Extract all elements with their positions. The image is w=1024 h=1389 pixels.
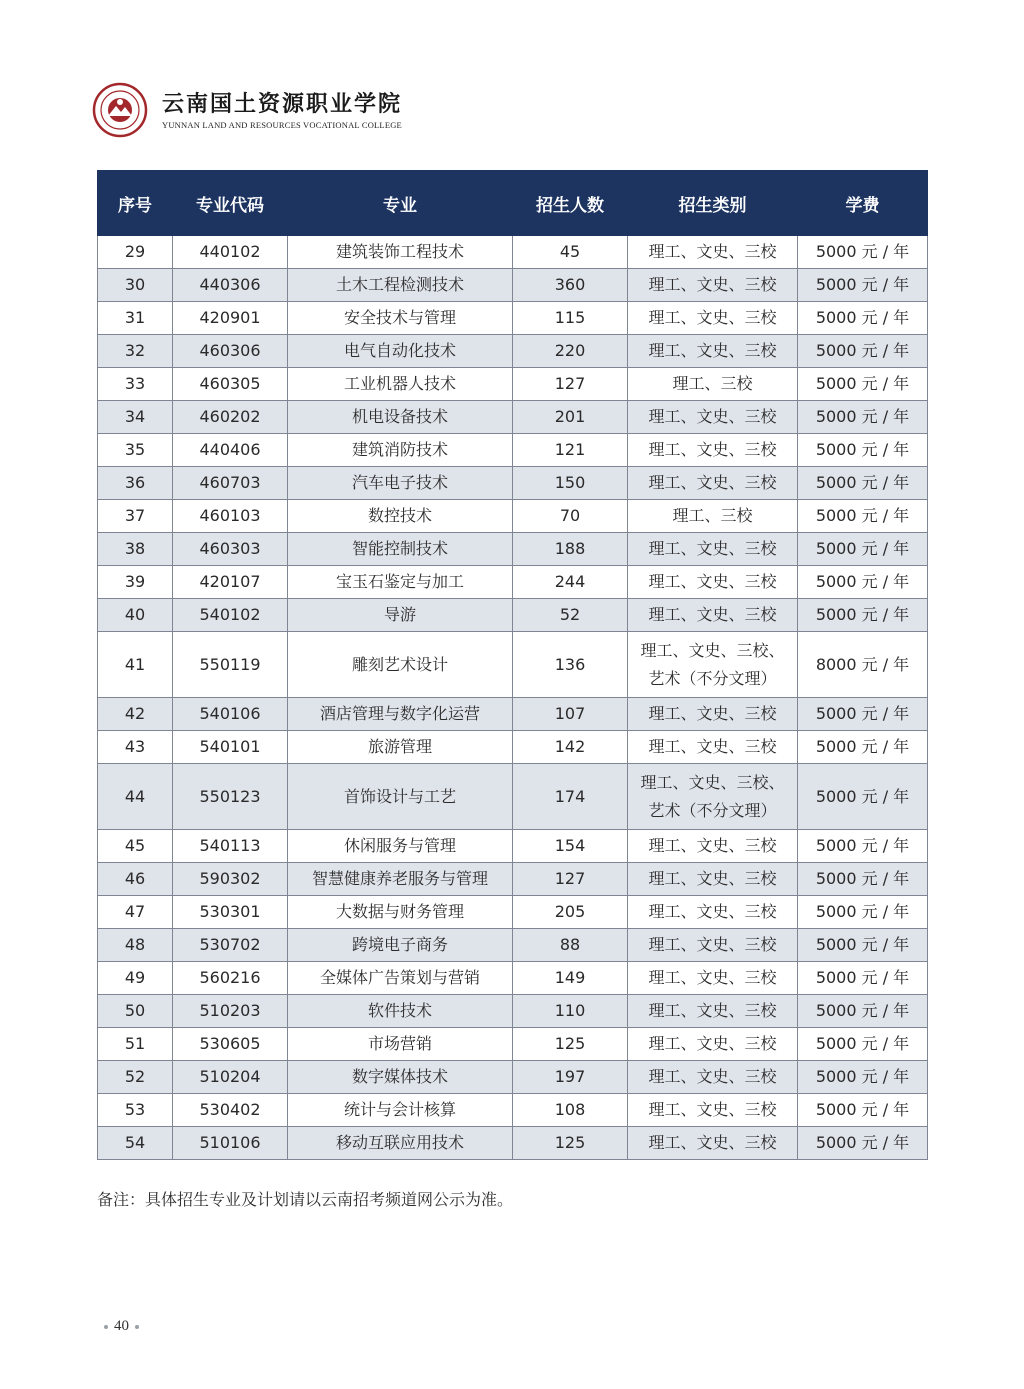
- table-row: [98, 830, 928, 863]
- cell-code: 510106: [173, 1127, 288, 1160]
- cell-major: 休闲服务与管理: [288, 830, 513, 863]
- table-row: [98, 1127, 928, 1160]
- cell-category: 理工、文史、三校: [628, 896, 798, 929]
- school-name-cn: 云南国土资源职业学院: [162, 90, 403, 117]
- cell-fee: 5000 元 / 年: [798, 236, 928, 269]
- cell-major: 智慧健康养老服务与管理: [288, 863, 513, 896]
- cell-code: 440102: [173, 236, 288, 269]
- table-row: [98, 698, 928, 731]
- table-row: [98, 434, 928, 467]
- cell-category: 理工、文史、三校: [628, 731, 798, 764]
- cell-category: 理工、文史、三校: [628, 1094, 798, 1127]
- cell-category: 理工、文史、三校: [628, 599, 798, 632]
- cell-count: 188: [513, 533, 628, 566]
- cell-no: 37: [98, 500, 173, 533]
- majors-table: [97, 170, 928, 1160]
- cell-category: 理工、文史、三校: [628, 302, 798, 335]
- cell-count: 110: [513, 995, 628, 1028]
- table-row: [98, 764, 928, 830]
- cell-category: [628, 764, 798, 830]
- table-row: [98, 401, 928, 434]
- cell-code: 530402: [173, 1094, 288, 1127]
- table-row: [98, 566, 928, 599]
- cell-fee: 5000 元 / 年: [798, 962, 928, 995]
- table-row: [98, 1061, 928, 1094]
- cell-category: 理工、文史、三校: [628, 236, 798, 269]
- table-row: [98, 1094, 928, 1127]
- cell-count: 127: [513, 863, 628, 896]
- cell-fee: 5000 元 / 年: [798, 599, 928, 632]
- cell-code: 530702: [173, 929, 288, 962]
- table-row: [98, 269, 928, 302]
- cell-fee: 5000 元 / 年: [798, 764, 928, 830]
- cell-fee: 5000 元 / 年: [798, 335, 928, 368]
- table-row: [98, 236, 928, 269]
- cell-count: 107: [513, 698, 628, 731]
- bullet-dot-icon: [104, 1325, 108, 1329]
- cell-fee: 5000 元 / 年: [798, 698, 928, 731]
- cell-no: 52: [98, 1061, 173, 1094]
- cell-major: 建筑消防技术: [288, 434, 513, 467]
- cell-code: 460303: [173, 533, 288, 566]
- cell-fee: 5000 元 / 年: [798, 1127, 928, 1160]
- category-line: 艺术（不分文理）: [648, 800, 777, 820]
- cell-category: 理工、文史、三校: [628, 995, 798, 1028]
- cell-category: 理工、文史、三校: [628, 434, 798, 467]
- cell-count: 154: [513, 830, 628, 863]
- cell-code: 440306: [173, 269, 288, 302]
- cell-no: 49: [98, 962, 173, 995]
- cell-category: 理工、文史、三校: [628, 830, 798, 863]
- cell-major: 统计与会计核算: [288, 1094, 513, 1127]
- table-row: [98, 929, 928, 962]
- category-line: 理工、文史、三校、: [640, 772, 785, 792]
- cell-major: 宝玉石鉴定与加工: [288, 566, 513, 599]
- cell-code: 440406: [173, 434, 288, 467]
- table-row: [98, 731, 928, 764]
- cell-fee: 5000 元 / 年: [798, 896, 928, 929]
- cell-major: 大数据与财务管理: [288, 896, 513, 929]
- cell-no: 42: [98, 698, 173, 731]
- cell-fee: 5000 元 / 年: [798, 1028, 928, 1061]
- table-row: [98, 863, 928, 896]
- cell-fee: 5000 元 / 年: [798, 863, 928, 896]
- cell-major: 跨境电子商务: [288, 929, 513, 962]
- page-number-value: 40: [114, 1318, 129, 1334]
- table-row: [98, 368, 928, 401]
- school-name-en: YUNNAN LAND AND RESOURCES VOCATIONAL COLLEGE: [162, 119, 402, 130]
- cell-major: 土木工程检测技术: [288, 269, 513, 302]
- column-header-code: 专业代码: [173, 171, 288, 236]
- table-row: [98, 302, 928, 335]
- cell-count: 360: [513, 269, 628, 302]
- table-row: [98, 335, 928, 368]
- cell-fee: 5000 元 / 年: [798, 566, 928, 599]
- cell-no: 45: [98, 830, 173, 863]
- cell-major: 电气自动化技术: [288, 335, 513, 368]
- table-body: [98, 236, 928, 1160]
- cell-category: 理工、三校: [628, 500, 798, 533]
- cell-code: 560216: [173, 962, 288, 995]
- cell-category: 理工、文史、三校: [628, 929, 798, 962]
- cell-code: 510204: [173, 1061, 288, 1094]
- cell-no: 46: [98, 863, 173, 896]
- cell-major: 机电设备技术: [288, 401, 513, 434]
- cell-count: 142: [513, 731, 628, 764]
- cell-fee: 5000 元 / 年: [798, 467, 928, 500]
- cell-count: 244: [513, 566, 628, 599]
- cell-fee: 5000 元 / 年: [798, 533, 928, 566]
- table-row: [98, 995, 928, 1028]
- cell-code: 530605: [173, 1028, 288, 1061]
- category-line: 艺术（不分文理）: [648, 668, 777, 688]
- cell-count: 174: [513, 764, 628, 830]
- cell-fee: 5000 元 / 年: [798, 731, 928, 764]
- cell-fee: 5000 元 / 年: [798, 434, 928, 467]
- cell-category: 理工、三校: [628, 368, 798, 401]
- cell-category: 理工、文史、三校: [628, 269, 798, 302]
- cell-fee: 5000 元 / 年: [798, 929, 928, 962]
- cell-code: 540101: [173, 731, 288, 764]
- cell-code: 540113: [173, 830, 288, 863]
- table-header-row: [98, 171, 928, 236]
- cell-category: 理工、文史、三校: [628, 401, 798, 434]
- cell-count: 149: [513, 962, 628, 995]
- cell-count: 125: [513, 1028, 628, 1061]
- cell-category: 理工、文史、三校: [628, 1061, 798, 1094]
- cell-no: 47: [98, 896, 173, 929]
- college-seal-logo: [92, 82, 148, 138]
- page-header: [92, 80, 402, 140]
- cell-code: 460305: [173, 368, 288, 401]
- cell-code: 420107: [173, 566, 288, 599]
- cell-no: 31: [98, 302, 173, 335]
- cell-count: 70: [513, 500, 628, 533]
- cell-major: 智能控制技术: [288, 533, 513, 566]
- table-row: [98, 962, 928, 995]
- cell-code: 460306: [173, 335, 288, 368]
- cell-code: 510203: [173, 995, 288, 1028]
- cell-no: 43: [98, 731, 173, 764]
- cell-no: 38: [98, 533, 173, 566]
- cell-code: 590302: [173, 863, 288, 896]
- cell-no: 36: [98, 467, 173, 500]
- cell-category: 理工、文史、三校: [628, 1028, 798, 1061]
- cell-code: 550119: [173, 632, 288, 698]
- cell-count: 52: [513, 599, 628, 632]
- table-row: [98, 533, 928, 566]
- cell-no: 48: [98, 929, 173, 962]
- cell-count: 88: [513, 929, 628, 962]
- cell-code: 460703: [173, 467, 288, 500]
- cell-major: 移动互联应用技术: [288, 1127, 513, 1160]
- cell-count: 150: [513, 467, 628, 500]
- cell-major: 酒店管理与数字化运营: [288, 698, 513, 731]
- cell-major: 导游: [288, 599, 513, 632]
- cell-major: 安全技术与管理: [288, 302, 513, 335]
- cell-no: 41: [98, 632, 173, 698]
- cell-major: 首饰设计与工艺: [288, 764, 513, 830]
- cell-major: 旅游管理: [288, 731, 513, 764]
- cell-category: 理工、文史、三校: [628, 962, 798, 995]
- page-number: [104, 1318, 139, 1335]
- cell-major: 雕刻艺术设计: [288, 632, 513, 698]
- cell-category: 理工、文史、三校: [628, 863, 798, 896]
- cell-category: 理工、文史、三校: [628, 566, 798, 599]
- cell-no: 50: [98, 995, 173, 1028]
- column-header-category: 招生类别: [628, 171, 798, 236]
- cell-no: 44: [98, 764, 173, 830]
- cell-count: 115: [513, 302, 628, 335]
- cell-major: 数字媒体技术: [288, 1061, 513, 1094]
- table-row: [98, 896, 928, 929]
- table-row: [98, 632, 928, 698]
- cell-no: 40: [98, 599, 173, 632]
- cell-category: 理工、文史、三校: [628, 467, 798, 500]
- cell-no: 54: [98, 1127, 173, 1160]
- table-row: [98, 1028, 928, 1061]
- cell-fee: 5000 元 / 年: [798, 1094, 928, 1127]
- cell-count: 108: [513, 1094, 628, 1127]
- cell-major: 建筑装饰工程技术: [288, 236, 513, 269]
- cell-major: 全媒体广告策划与营销: [288, 962, 513, 995]
- category-line: 理工、文史、三校、: [640, 640, 785, 660]
- cell-no: 35: [98, 434, 173, 467]
- cell-count: 220: [513, 335, 628, 368]
- cell-no: 51: [98, 1028, 173, 1061]
- column-header-fee: 学费: [798, 171, 928, 236]
- footnote: 备注：具体招生专业及计划请以云南招考频道网公示为准。: [97, 1190, 514, 1209]
- cell-no: 39: [98, 566, 173, 599]
- cell-code: 460103: [173, 500, 288, 533]
- cell-major: 软件技术: [288, 995, 513, 1028]
- cell-no: 34: [98, 401, 173, 434]
- cell-count: 205: [513, 896, 628, 929]
- cell-major: 工业机器人技术: [288, 368, 513, 401]
- cell-code: 530301: [173, 896, 288, 929]
- cell-fee: 5000 元 / 年: [798, 269, 928, 302]
- column-header-count: 招生人数: [513, 171, 628, 236]
- cell-no: 30: [98, 269, 173, 302]
- cell-category: 理工、文史、三校: [628, 335, 798, 368]
- cell-code: 540102: [173, 599, 288, 632]
- cell-code: 540106: [173, 698, 288, 731]
- cell-count: 197: [513, 1061, 628, 1094]
- cell-count: 125: [513, 1127, 628, 1160]
- cell-code: 420901: [173, 302, 288, 335]
- bullet-dot-icon: [135, 1325, 139, 1329]
- cell-major: 数控技术: [288, 500, 513, 533]
- cell-fee: 5000 元 / 年: [798, 401, 928, 434]
- cell-count: 45: [513, 236, 628, 269]
- cell-category: 理工、文史、三校: [628, 533, 798, 566]
- cell-major: 汽车电子技术: [288, 467, 513, 500]
- cell-category: 理工、文史、三校: [628, 1127, 798, 1160]
- cell-fee: 5000 元 / 年: [798, 1061, 928, 1094]
- cell-fee: 5000 元 / 年: [798, 368, 928, 401]
- cell-fee: 5000 元 / 年: [798, 995, 928, 1028]
- cell-no: 33: [98, 368, 173, 401]
- cell-count: 136: [513, 632, 628, 698]
- cell-fee: 5000 元 / 年: [798, 500, 928, 533]
- cell-count: 201: [513, 401, 628, 434]
- column-header-no: 序号: [98, 171, 173, 236]
- cell-count: 127: [513, 368, 628, 401]
- cell-code: 460202: [173, 401, 288, 434]
- cell-fee: 5000 元 / 年: [798, 830, 928, 863]
- table-row: [98, 500, 928, 533]
- cell-category: 理工、文史、三校: [628, 698, 798, 731]
- cell-no: 29: [98, 236, 173, 269]
- cell-category: [628, 632, 798, 698]
- cell-fee: 5000 元 / 年: [798, 302, 928, 335]
- table-row: [98, 599, 928, 632]
- cell-count: 121: [513, 434, 628, 467]
- cell-major: 市场营销: [288, 1028, 513, 1061]
- column-header-major: 专业: [288, 171, 513, 236]
- cell-no: 53: [98, 1094, 173, 1127]
- cell-code: 550123: [173, 764, 288, 830]
- cell-no: 32: [98, 335, 173, 368]
- cell-fee: 8000 元 / 年: [798, 632, 928, 698]
- table-row: [98, 467, 928, 500]
